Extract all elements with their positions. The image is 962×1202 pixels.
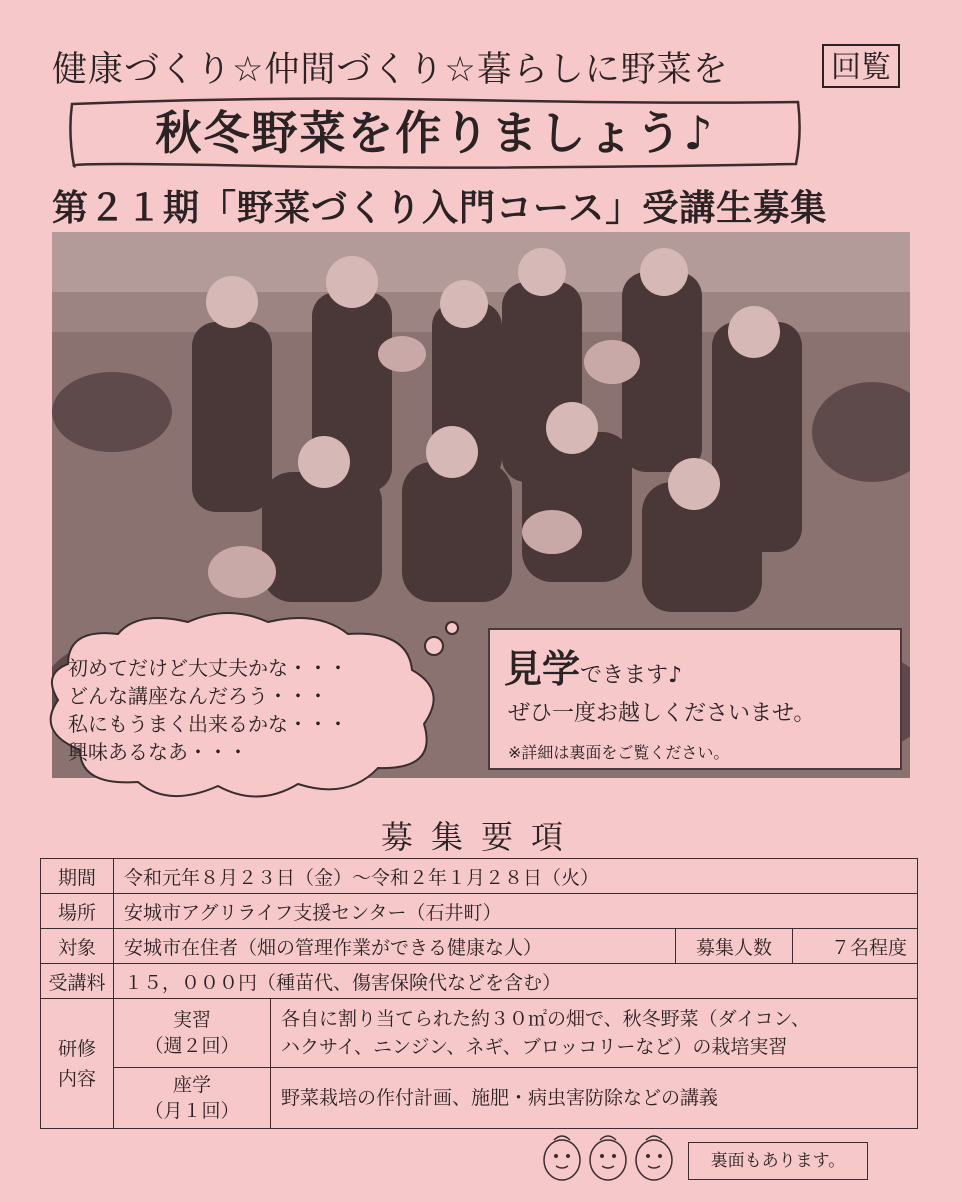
table-row <box>41 859 918 894</box>
lecture-value: 野菜栽培の作付計画、施肥・病虫害防除などの講義 <box>271 1068 918 1129</box>
main-title: 秋冬野菜を作りましょう♪ <box>155 106 715 160</box>
circulate-badge: 回覧 <box>822 44 900 88</box>
requirements-table <box>40 858 918 1129</box>
cloud-line: 初めてだけど大丈夫かな・・・ <box>68 656 348 680</box>
cloud-line: どんな講座なんだろう・・・ <box>68 684 328 708</box>
visit-heading <box>504 638 682 693</box>
practice-value-line: ハクサイ、ニンジン、ネギ、ブロッコリーなど）の栽培実習 <box>281 1036 788 1058</box>
fee-label: 受講料 <box>41 964 114 999</box>
practice-label-line: 実習 <box>172 1009 211 1031</box>
period-label: 期間 <box>41 859 114 894</box>
target-value: 安城市在住者（畑の管理作業ができる健康な人） <box>114 929 676 964</box>
content-label-line: 研修 <box>57 1037 96 1060</box>
capacity-label: 募集人数 <box>676 929 793 964</box>
table-row <box>41 964 918 999</box>
cloud-line: 私にもうまく出来るかな・・・ <box>68 712 348 736</box>
cloud-line: 興味あるなあ・・・ <box>68 740 248 764</box>
capacity-value: ７名程度 <box>793 929 918 964</box>
practice-value-line: 各自に割り当てられた約３０㎡の畑で、秋冬野菜（ダイコン、 <box>281 1008 810 1030</box>
practice-label-line: （週２回） <box>144 1035 240 1057</box>
period-value: 令和元年８月２３日（金）～令和２年１月２８日（火） <box>114 859 918 894</box>
table-row <box>41 999 918 1068</box>
target-label: 対象 <box>41 929 114 964</box>
tagline: 健康づくり☆仲間づくり☆暮らしに野菜を <box>52 50 729 90</box>
lecture-label-line: 座学 <box>172 1074 211 1096</box>
visit-note: ※詳細は裏面をご覧ください。 <box>508 743 730 762</box>
visit-heading-big: 見学 <box>504 647 581 691</box>
table-row <box>41 894 918 929</box>
lecture-label-line: （月１回） <box>144 1100 240 1122</box>
content-label-line: 内容 <box>57 1067 96 1090</box>
title-banner <box>66 94 804 172</box>
place-value: 安城市アグリライフ支援センター（石井町） <box>114 894 918 929</box>
requirements-title: 募集要項 <box>380 818 581 856</box>
cloud-text <box>68 654 388 766</box>
back-side-note: 裏面もあります。 <box>688 1142 868 1180</box>
visit-info-box <box>488 628 902 770</box>
lecture-label <box>114 1068 271 1129</box>
practice-label <box>114 999 271 1068</box>
content-label <box>41 999 114 1129</box>
visit-invite: ぜひ一度お越しくださいませ。 <box>508 701 816 726</box>
place-label: 場所 <box>41 894 114 929</box>
fee-value: １５，０００円（種苗代、傷害保険代などを含む） <box>114 964 918 999</box>
subtitle: 第２１期「野菜づくり入門コース」受講生募集 <box>52 188 828 229</box>
table-row <box>41 929 918 964</box>
practice-value <box>271 999 918 1068</box>
mascot-illustration <box>540 1130 680 1186</box>
table-row <box>41 1068 918 1129</box>
visit-heading-rest: できます♪ <box>580 663 683 688</box>
